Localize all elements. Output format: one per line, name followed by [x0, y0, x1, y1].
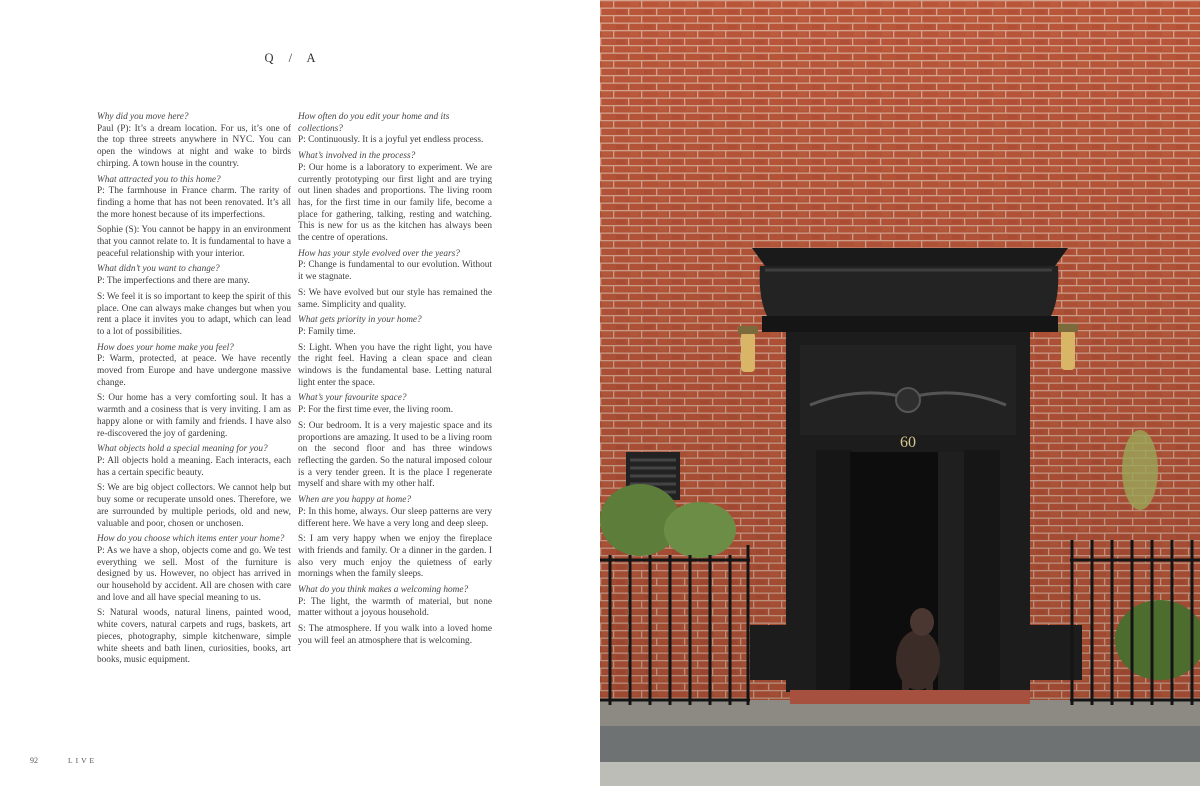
answer: S: We feel it is so important to keep the spirit of this place. One can always make changes but when you rent a place it invites you to adapt, which can lead to a lot of possibilities.	[97, 291, 291, 337]
page-number: 92	[30, 756, 38, 765]
question: What objects hold a special meaning for you?	[97, 444, 268, 455]
qa-block	[97, 343, 291, 441]
answer: P: All objects hold a meaning. Each interacts, each has a certain specific beauty.	[97, 455, 291, 478]
left-planter	[750, 625, 800, 680]
interview-column-1	[97, 112, 291, 671]
door-canopy	[752, 248, 1068, 332]
answer: P: Continuously. It is a joyful yet endless process.	[298, 135, 484, 146]
answer: P: The light, the warmth of material, but none matter without a joyous household.	[298, 596, 492, 619]
answer: P: The farmhouse in France charm. The rarity of finding a home that has not been renovated. It’s all the more honest because of its imperfections.	[97, 186, 291, 220]
qa-block	[97, 444, 291, 530]
question: What’s involved in the process?	[298, 151, 416, 162]
question: What gets priority in your home?	[298, 315, 422, 326]
answer: S: We are big object collectors. We cannot help but buy some or recuperate unsold ones. Therefore, we are surrounded by multiple periods, old and new, valuable and poor, chosen or unchosen.	[97, 483, 291, 529]
photo-townhouse-door	[600, 0, 1200, 786]
left-pillar	[816, 450, 852, 690]
answer: S: Our home has a very comforting soul. It has a warmth and a cosiness that is very inviting. I am as happy alone or with family and friends. I have also re-discovered the joy of gardening.	[97, 393, 291, 439]
question: What’s your favourite space?	[298, 393, 407, 404]
answer: S: Our bedroom. It is a very majestic space and its proportions are amazing. It used to be a living room on the second floor and has three windows reflecting the garden. So the natural imposed colour is a very tender green. It is the place I regenerate myself and share with my other half.	[298, 420, 492, 490]
qa-block	[298, 585, 492, 648]
sidewalk	[600, 726, 1200, 766]
answer: S: Natural woods, natural linens, painted wood, white covers, natural carpets and rugs, baskets, art pieces, photography, simple kitchenware, simple white sheets and bath linen, curiosities, books, art books, music equipment.	[97, 608, 291, 666]
answer: Sophie (S): You cannot be happy in an environment that you cannot relate to. It is fundamental to have a peaceful relationship with your interior.	[97, 225, 291, 259]
door-stoop	[790, 690, 1030, 704]
answer: S: I am very happy when we enjoy the fireplace with friends and family. Or a dinner in the garden. I also very much enjoy the quietness of early mornings when the family sleeps.	[298, 534, 492, 580]
page-title: Q / A	[264, 51, 322, 65]
qa-block	[97, 112, 291, 171]
right-pillar	[964, 450, 1000, 690]
question: What attracted you to this home?	[97, 174, 221, 185]
qa-block	[97, 175, 291, 261]
qa-block	[298, 249, 492, 312]
answer: P: Change is fundamental to our evolution. Without it we stagnate.	[298, 260, 492, 283]
answer: P: As we have a shop, objects come and go. We test everything we sell. Most of the furniture is designed by us. However, no object has arrived in our household by accident. All are chosen with care and love and all have special meaning to us.	[97, 545, 291, 603]
qa-block	[298, 315, 492, 389]
answer: P: Our home is a laboratory to experiment. We are currently prototyping our first light and are trying out linen shades and proportions. The living room has, for the first time in our family life, become a place for gathering, talking, resting and watching. This is new for us as the kitchen has always been the centre of operations.	[298, 162, 492, 244]
question: How does your home make you feel?	[97, 342, 234, 353]
qa-block	[298, 151, 492, 245]
answer: Paul (P): It’s a dream location. For us, it’s one of the top three streets anywhere in NYC. You can open the windows at night and wake to birds chirping. A town house in the country.	[97, 123, 291, 169]
question: How often do you edit your home and its collections?	[298, 112, 450, 134]
answer: P: For the first time ever, the living room.	[298, 405, 454, 416]
question: How has your style evolved over the years?	[298, 248, 460, 259]
qa-block	[97, 264, 291, 338]
house-number: 60	[900, 434, 916, 451]
section-name: LIVE	[68, 756, 98, 765]
answer: S: Light. When you have the right light, you have the right feel. Having a clean space and clean windows is the fundamental base. Letting natural light enter the space.	[298, 342, 492, 388]
right-lamp	[1058, 324, 1078, 370]
question: When are you happy at home?	[298, 495, 411, 506]
answer: S: We have evolved but our style has remained the same. Simplicity and quality.	[298, 287, 492, 310]
answer: S: The atmosphere. If you walk into a loved home you will feel an atmosphere that is welcoming.	[298, 624, 492, 646]
qa-block	[298, 112, 492, 147]
answer: P: The imperfections and there are many.	[97, 276, 250, 287]
answer: P: Family time.	[298, 326, 356, 337]
qa-block	[97, 534, 291, 667]
question: What didn’t you want to change?	[97, 264, 220, 275]
qa-block	[298, 393, 492, 491]
question: How do you choose which items enter your home?	[97, 534, 285, 545]
question: Why did you move here?	[97, 112, 189, 122]
qa-block	[298, 495, 492, 581]
left-lamp	[738, 326, 758, 372]
question: What do you think makes a welcoming home?	[298, 585, 469, 596]
answer: P: In this home, always. Our sleep patterns are very different here. We have a very long and deep sleep.	[298, 506, 492, 529]
answer: P: Warm, protected, at peace. We have recently moved from Europe and have undergone massive change.	[97, 354, 291, 388]
photo	[600, 0, 1200, 786]
interview-column-2	[298, 112, 492, 652]
